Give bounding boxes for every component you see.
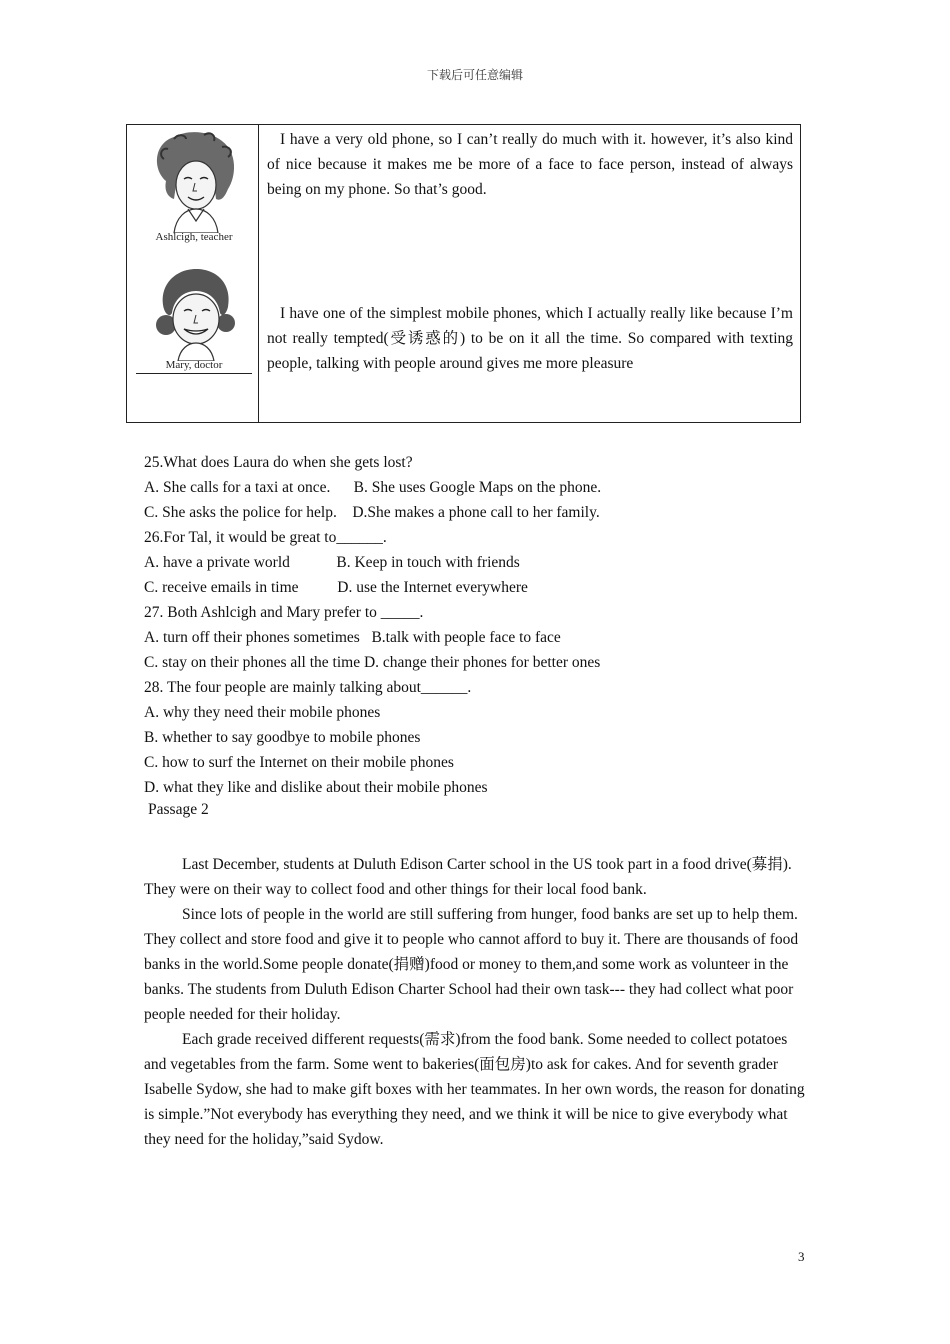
question-line: 25.What does Laura do when she gets lost? [144, 454, 413, 471]
portrait-mary [135, 265, 253, 374]
caption-underline [136, 373, 252, 374]
question-line: A. why they need their mobile phones [144, 704, 381, 721]
question-line: B. whether to say goodbye to mobile phones [144, 729, 421, 746]
testimonial-table [126, 124, 801, 423]
table-divider [258, 125, 259, 422]
question-line: 26.For Tal, it would be great to______. [144, 529, 387, 546]
portrait-ashlcigh [135, 129, 253, 243]
question-line: C. how to surf the Internet on their mobile phones [144, 754, 454, 771]
caption-ashlcigh: Ashlcigh, teacher [155, 231, 233, 243]
question-line: A. She calls for a taxi at once. B. She uses Google Maps on the phone. [144, 479, 602, 496]
testimonial-ashlcigh: I have a very old phone, so I can’t really do much with it. however, it’s also kind of nice because it makes me be more of a face to face person, instead of always being on my phone. So that’s good. [267, 131, 793, 198]
question-line: A. have a private world B. Keep in touch with friends [144, 554, 520, 571]
question-line: 28. The four people are mainly talking about______. [144, 679, 472, 696]
caption-mary: Mary, doctor [165, 359, 223, 371]
question-line: D. what they like and dislike about their mobile phones [144, 779, 488, 796]
passage-paragraph: Each grade received different requests(需求)from the food bank. Some needed to collect potatoes and vegetables from the farm. Some went to bakeries(面包房)to ask for cakes. And for seventh grader Isabelle Sydow, she had to make gift boxes with her teammates. In her own words, the reason for donating is simple.”Not everybody has everything they need, and we think it will be nice to give everybody what they need for the holiday,”said Sydow. [144, 1031, 805, 1148]
passage-paragraph: Last December, students at Duluth Edison Carter school in the US took part in a food drive(募捐). They were on their way to collect food and other things for their local food bank. [144, 856, 792, 898]
question-line: C. stay on their phones all the time D. change their phones for better ones [144, 654, 601, 671]
page-header: 下载后可任意编辑 [426, 68, 523, 82]
question-line: 27. Both Ashlcigh and Mary prefer to _____. [144, 604, 424, 621]
testimonial-mary: I have one of the simplest mobile phones, which I actually really like because I’m not really tempted(受诱惑的) to be on it all the time. So compared with texting people, talking with people around gives me more pleasure [267, 305, 793, 372]
doctor-portrait-icon [144, 265, 244, 361]
page-number: 3 [798, 1249, 805, 1264]
question-line: A. turn off their phones sometimes B.talk with people face to face [144, 629, 561, 646]
question-list [144, 450, 824, 800]
passage-title: Passage 2 [148, 801, 209, 818]
question-line: C. receive emails in time D. use the Internet everywhere [144, 579, 528, 596]
question-line: C. She asks the police for help. D.She makes a phone call to her family. [144, 504, 600, 521]
passage-paragraph: Since lots of people in the world are still suffering from hunger, food banks are set up to help them. They collect and store food and give it to people who cannot afford to buy it. There are thousands of food banks in the world.Some people donate(捐赠)food or money to them,and some work as volunteer in the banks. The students from Duluth Edison Charter School had their own task--- they had collect what poor people needed for their holiday. [144, 906, 799, 1023]
passage-body [144, 852, 806, 1152]
teacher-portrait-icon [144, 129, 244, 233]
